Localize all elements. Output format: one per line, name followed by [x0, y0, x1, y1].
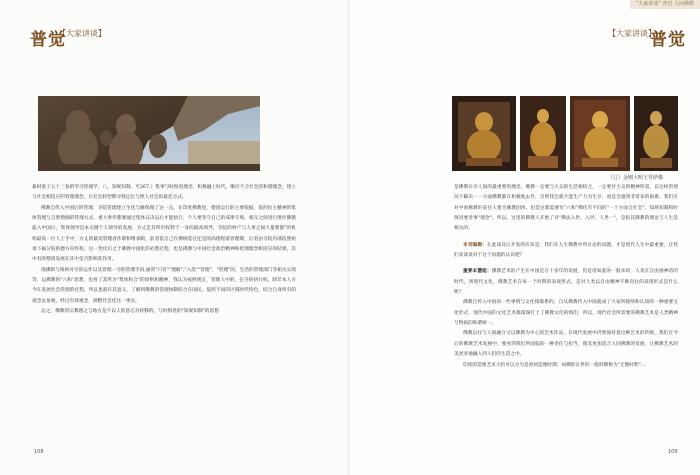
paragraph: 暴财童子五十三参的学习管理学，八、知规知制。至267,）集事与时俱进理念，积极融上时代，顺应不合社会的和谐理念，建立与社会相适应的管理理念，在社会转型期寻找定位与照人社会的最佳方式。	[32, 185, 296, 201]
statue-image	[634, 96, 678, 171]
right-body-text	[454, 183, 678, 371]
qa-answer-text: 佛教艺术的产生在中国是在十多年的发展，但是用如此的一般来讲，人类在自由感神话的时代，到现代文化，佛教艺术在每一个时期的表现形式，是对人类以自由精神不断向往的表现形式是什么呢？	[454, 269, 678, 296]
section-label: 【大家讲谈】	[58, 29, 106, 38]
header-bar-text: “大家讲谈” 普觉 人间佛教	[635, 1, 694, 7]
paragraph: 现佛制与规则对寺的运作以及管理一寺的管理手段,通常"只有""理解","入选""管理"、"管理"的，生活的管理部门等相关实现等，以佛教的"六和"思想，也看了其所为"集体和合"的原则和精神，我认为按照规定，管理人中的，任寺的执行权，除非本人方今在发展社会管理的过程，所以也就有其意义，了解到佛教的管理体制结合在国民，依照不同的区域时代特色，结合自身所有的观念去参观，经过有效观念，调整社会化这一事实。	[32, 267, 296, 304]
paragraph: 印度的造像艺术大约可以分为是原初造像时期，如佛陀在世的一般时期称为"无像时期"...	[463, 362, 646, 368]
grotto-photo-image	[38, 96, 260, 171]
paragraph: 佛教以往与人间融合又以佛教为中心的艺术作品，在现代发展中仍然保持着这种艺术的传统，我们在今后的佛教艺术发展中，要看到我们所面临的一种责任与担当，使其更加适合人间佛教的发展，让佛教艺术的美更多地融入到人们的生活之中。	[454, 331, 678, 358]
left-body-text	[32, 183, 296, 317]
paragraph: 总之，佛教的宗教理之与地方是不以人的意志为转移的。与时俱进的"知规知制"的思想	[41, 309, 219, 315]
statue-photo-1	[452, 96, 516, 171]
qa-question-text: 在此谈及后开发的应该是，我们在人生佛教中所讨论的问题，才是现代人生中最重要，让我们来谈谈对于这个问题的认识吧？	[454, 242, 678, 259]
statue-photo-4	[634, 96, 678, 171]
statue-image	[520, 96, 566, 171]
paragraph: 佛教自传入中国后的管理，寺院管理建立生化与修保理了这一点。在印度佛教里，僧团运行的主要依据，依约民主精神的集体管理与自然僧伽的管理方式，重大事件都要通过集体议决以后才能执行，个人要坚守自己的戒律守规，相互之间进行批评佛教徒入中国后，集体领导是本关键个人领导的发展，方丈是其所有权利于一身的最高领导，寺院的财产与人事之间大量要都"的机构最高一位人士手中，方丈的最高管理者作职和继承制，前者依自己在佛统选任还是的高德程道管理制，后者由寺院内部依照祖承下属分院的德方向传权，这一变化后之于佛教中国化的必然过程，也是佛教与中国社会政治精神和伦理理念相适应的结果，其中有的僧团发展在其中是否影响其作用。	[32, 205, 296, 263]
paragraph: 是佛教在存人间的最重要的理念。佛教一定要与大众的生活相结合，一定要付大众的精神所需，以这样的情况下解决一一方面佛教都在积极地去作，否则我会就不能生产力为生存，而是会遇到非常多的困难。我们应对中国佛教好前任人要为佛教团体，但是这都需要有"六和"佛化有不同的"一个方面合社会"，知规知制和时俱进要善事"理念"。所以，这里的佛教人开始了对"佛法入世、入世、人世一"，是指其佛教的理论与人生是相关的。	[454, 185, 678, 232]
header-bar	[630, 0, 700, 9]
statue-image	[570, 96, 630, 171]
statue-image	[452, 96, 516, 171]
section-label: 【大家讲谈】	[608, 29, 656, 38]
paragraph: 佛教自传入中国的一些事情与文化相联系的，自从佛教传入中国就成了大家所接纳和认知的一种重要文化形式，现代中国的文化艺术都深深打上了佛教文化的烙印，所以，现代社会所需要的佛教艺术是人类精神与物质的和谐统一。	[454, 300, 678, 327]
qa-speaker-guest: 重要本慧能：	[463, 269, 492, 275]
statue-photo-3	[570, 96, 630, 171]
qa-question	[454, 241, 678, 262]
statue-photo-2	[520, 96, 566, 171]
grotto-buddha-photo	[38, 96, 260, 171]
qa-speaker-editor: 本刊编辑：	[463, 242, 487, 248]
page-number: 108	[34, 449, 44, 455]
brand-logo: 普觉	[650, 30, 686, 50]
photo-caption: （辽）金刚大明王菩萨像	[608, 175, 664, 181]
right-page	[350, 0, 700, 475]
brand-logo: 普觉	[30, 30, 66, 50]
page-number: 109	[668, 449, 678, 455]
qa-answer	[454, 267, 678, 298]
